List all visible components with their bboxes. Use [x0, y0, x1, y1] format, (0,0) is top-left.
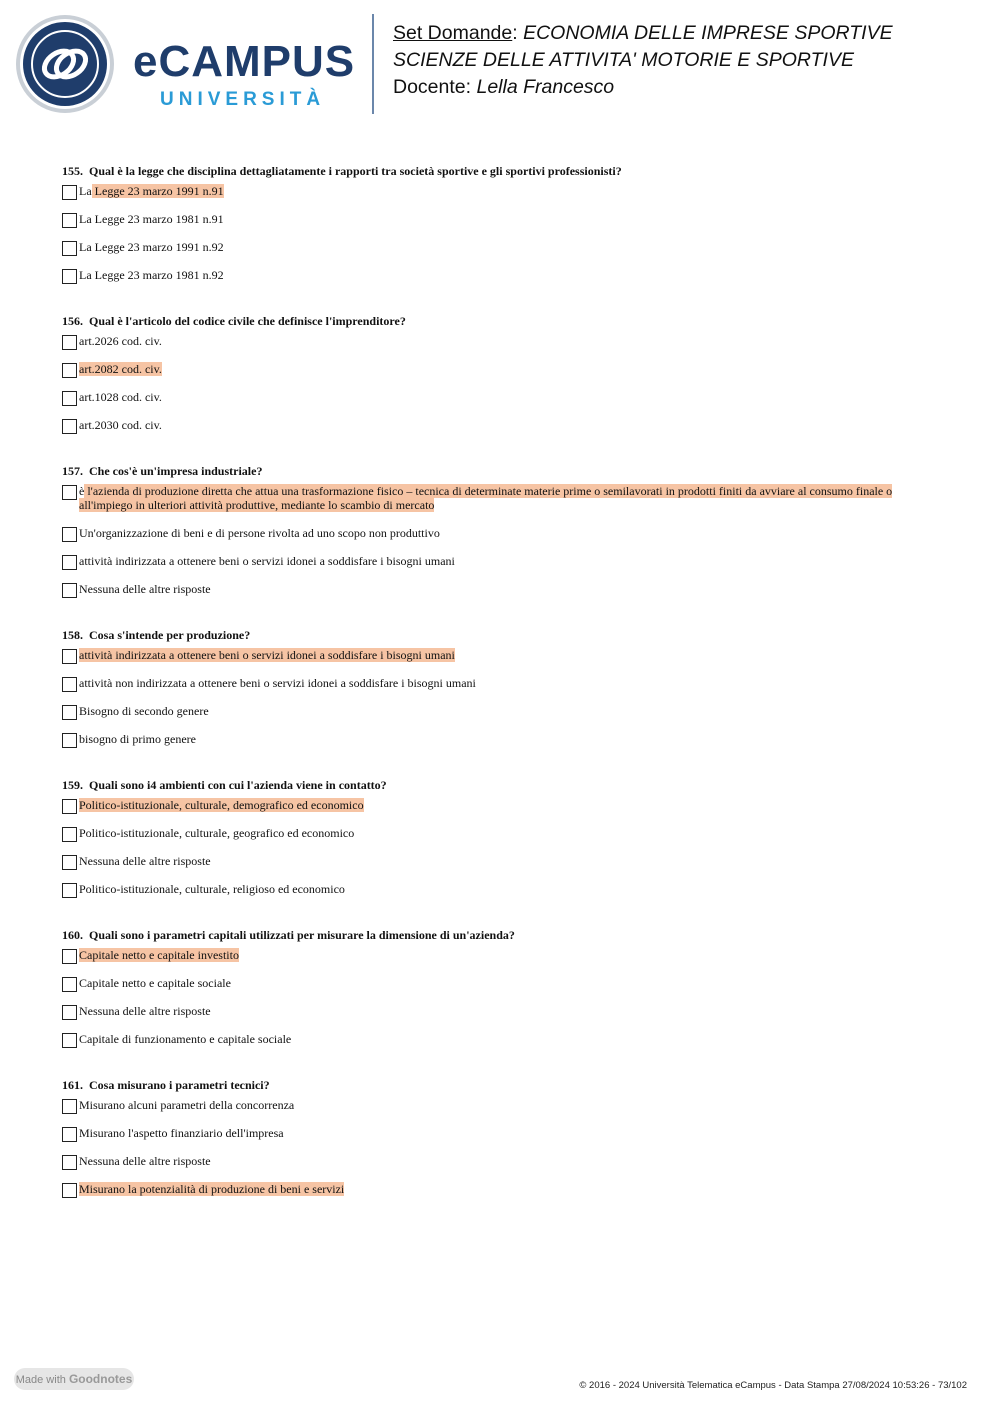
- question-spacer: [62, 1060, 942, 1074]
- question-spacer: [62, 296, 942, 310]
- answer-label: attività non indirizzata a ottenere beni o servizi idonei a soddisfare i bisogni umani: [79, 676, 476, 690]
- answer-checkbox[interactable]: [62, 241, 77, 256]
- answer-label: attività indirizzata a ottenere beni o servizi idonei a soddisfare i bisogni umani: [79, 554, 455, 568]
- logo-wordmark: eCAMPUS: [133, 37, 356, 86]
- answer-text: [79, 1154, 211, 1168]
- question-block: [62, 774, 942, 924]
- answer-text: [79, 240, 224, 254]
- highlighted-answer: attività indirizzata a ottenere beni o servizi idonei a soddisfare i bisogni umani: [79, 648, 455, 662]
- answer-checkbox[interactable]: [62, 391, 77, 406]
- question-number: 156.: [62, 314, 83, 328]
- answer-option[interactable]: [62, 212, 942, 240]
- question-text: Cosa s'intende per produzione?: [89, 628, 251, 642]
- question-block: [62, 624, 942, 774]
- question-list: [62, 160, 942, 1224]
- highlighted-answer: art.2082 cod. civ.: [79, 362, 162, 376]
- answer-checkbox[interactable]: [62, 363, 77, 378]
- answer-label: bisogno di primo genere: [79, 732, 196, 746]
- question-number: 158.: [62, 628, 83, 642]
- header-divider: [372, 14, 374, 114]
- answer-label: Capitale di funzionamento e capitale sociale: [79, 1032, 292, 1046]
- answer-text: [79, 1004, 211, 1018]
- question-number: 160.: [62, 928, 83, 942]
- answer-option[interactable]: [62, 976, 942, 1004]
- question-title: [62, 624, 942, 648]
- answer-option[interactable]: [62, 1154, 942, 1182]
- answer-text: [79, 484, 942, 512]
- answer-option[interactable]: [62, 948, 942, 976]
- answer-text: [79, 362, 162, 376]
- answer-text: [79, 948, 239, 962]
- question-block: [62, 924, 942, 1074]
- answer-option[interactable]: [62, 268, 942, 296]
- badge-made-with: Made with: [15, 1374, 66, 1386]
- question-spacer: [62, 610, 942, 624]
- answer-option[interactable]: [62, 798, 942, 826]
- answer-checkbox[interactable]: [62, 949, 77, 964]
- answer-label: La Legge 23 marzo 1991 n.92: [79, 240, 224, 254]
- answer-text: [79, 798, 364, 812]
- question-title: [62, 924, 942, 948]
- question-text: Cosa misurano i parametri tecnici?: [89, 1078, 270, 1092]
- answer-label: Un'organizzazione di beni e di persone rivolta ad uno scopo non produttivo: [79, 526, 440, 540]
- answer-checkbox[interactable]: [62, 649, 77, 664]
- answer-checkbox[interactable]: [62, 335, 77, 350]
- question-title: [62, 774, 942, 798]
- question-number: 157.: [62, 464, 83, 478]
- highlighted-answer: Legge 23 marzo 1991 n.91: [91, 184, 224, 198]
- question-number: 159.: [62, 778, 83, 792]
- question-block: [62, 460, 942, 624]
- answer-label: Capitale netto e capitale sociale: [79, 976, 231, 990]
- question-spacer: [62, 1210, 942, 1224]
- answer-label: Bisogno di secondo genere: [79, 704, 209, 718]
- answer-checkbox[interactable]: [62, 213, 77, 228]
- answer-option[interactable]: [62, 484, 942, 526]
- answer-text: [79, 212, 224, 226]
- answer-label: art.2026 cod. civ.: [79, 334, 162, 348]
- answer-checkbox[interactable]: [62, 827, 77, 842]
- answer-checkbox[interactable]: [62, 677, 77, 692]
- answer-option[interactable]: [62, 240, 942, 268]
- answer-prefix: La: [79, 184, 92, 198]
- answer-label: Misurano alcuni parametri della concorrenza: [79, 1098, 295, 1112]
- answer-text: [79, 1098, 294, 1112]
- answer-checkbox[interactable]: [62, 733, 77, 748]
- question-spacer: [62, 446, 942, 460]
- question-text: Che cos'è un'impresa industriale?: [89, 464, 263, 478]
- answer-text: [79, 268, 224, 282]
- set-colon: :: [512, 22, 518, 44]
- answer-label: Nessuna delle altre risposte: [79, 1154, 211, 1168]
- answer-text: [79, 1126, 284, 1140]
- question-title: [62, 1074, 942, 1098]
- answer-text: [79, 704, 209, 718]
- answer-option[interactable]: [62, 582, 942, 610]
- answer-text: [79, 582, 211, 596]
- answer-checkbox[interactable]: [62, 419, 77, 434]
- question-text: Quali sono i parametri capitali utilizzati per misurare la dimensione di un'azienda?: [89, 928, 515, 942]
- answer-checkbox[interactable]: [62, 269, 77, 284]
- answer-text: [79, 1032, 291, 1046]
- answer-checkbox[interactable]: [62, 1155, 77, 1170]
- ecampus-seal-logo: [15, 14, 115, 114]
- header-info: [393, 20, 893, 101]
- course-title-line2: SCIENZE DELLE ATTIVITA' MOTORIE E SPORTIVE: [393, 49, 854, 71]
- answer-checkbox[interactable]: [62, 1183, 77, 1198]
- answer-option[interactable]: [62, 554, 942, 582]
- page-header: [0, 0, 1000, 130]
- answer-text: [79, 882, 345, 896]
- answer-text: [79, 554, 455, 568]
- answer-checkbox[interactable]: [62, 855, 77, 870]
- answer-checkbox[interactable]: [62, 555, 77, 570]
- answer-checkbox[interactable]: [62, 527, 77, 542]
- answer-label: La Legge 23 marzo 1981 n.92: [79, 268, 224, 282]
- footer-copyright: © 2016 - 2024 Università Telematica eCampus - Data Stampa 27/08/2024 10:53:26 - 73/102: [579, 1380, 967, 1391]
- answer-checkbox[interactable]: [62, 485, 77, 500]
- question-text: Qual è l'articolo del codice civile che definisce l'imprenditore?: [89, 314, 406, 328]
- answer-text: [79, 418, 162, 432]
- answer-text: [79, 526, 440, 540]
- answer-checkbox[interactable]: [62, 977, 77, 992]
- question-spacer: [62, 760, 942, 774]
- question-number: 161.: [62, 1078, 83, 1092]
- answer-option[interactable]: [62, 1032, 942, 1060]
- answer-label: Politico-istituzionale, culturale, geografico ed economico: [79, 826, 355, 840]
- badge-brand: Goodnotes: [68, 1372, 133, 1386]
- answer-option[interactable]: [62, 1098, 942, 1126]
- question-block: [62, 310, 942, 460]
- answer-text: [79, 334, 162, 348]
- answer-text: [79, 184, 224, 198]
- answer-text: [79, 676, 476, 690]
- answer-option[interactable]: [62, 1126, 942, 1154]
- answer-option[interactable]: [62, 418, 942, 446]
- highlighted-answer: l'azienda di produzione diretta che attua una trasformazione fisico – tecnica di determinate materie prime o semilavorati in prodotti finiti da avviare al consumo finale o all'impiego in ulteriori attività produttive, mediante lo scambio di mercato: [79, 484, 893, 512]
- answer-option[interactable]: [62, 362, 942, 390]
- answer-text: [79, 854, 211, 868]
- answer-checkbox[interactable]: [62, 1005, 77, 1020]
- answer-option[interactable]: [62, 526, 942, 554]
- highlighted-answer: Misurano la potenzialità di produzione di beni e servizi: [79, 1182, 345, 1196]
- set-label: Set Domande: [393, 22, 513, 44]
- answer-option[interactable]: [62, 704, 942, 732]
- answer-label: Nessuna delle altre risposte: [79, 854, 211, 868]
- answer-checkbox[interactable]: [62, 1099, 77, 1114]
- answer-checkbox[interactable]: [62, 1127, 77, 1142]
- answer-checkbox[interactable]: [62, 883, 77, 898]
- answer-option[interactable]: [62, 854, 942, 882]
- highlighted-answer: Politico-istituzionale, culturale, demografico ed economico: [79, 798, 364, 812]
- answer-option[interactable]: [62, 1182, 942, 1210]
- answer-text: [79, 390, 162, 404]
- answer-option[interactable]: [62, 390, 942, 418]
- answer-option[interactable]: [62, 334, 942, 362]
- question-number: 155.: [62, 164, 83, 178]
- answer-option[interactable]: [62, 1004, 942, 1032]
- answer-text: [79, 1182, 344, 1196]
- answer-checkbox[interactable]: [62, 705, 77, 720]
- answer-text: [79, 732, 196, 746]
- answer-text: [79, 826, 354, 840]
- answer-checkbox[interactable]: [62, 799, 77, 814]
- logo-subtitle: UNIVERSITÀ: [160, 89, 326, 110]
- answer-checkbox[interactable]: [62, 1033, 77, 1048]
- answer-label: Nessuna delle altre risposte: [79, 582, 211, 596]
- answer-checkbox[interactable]: [62, 185, 77, 200]
- answer-label: art.1028 cod. civ.: [79, 390, 162, 404]
- question-title: [62, 310, 942, 334]
- set-line: [393, 20, 893, 47]
- question-spacer: [62, 910, 942, 924]
- answer-option[interactable]: [62, 676, 942, 704]
- answer-text: [79, 976, 231, 990]
- answer-option[interactable]: [62, 648, 942, 676]
- answer-text: [79, 648, 455, 662]
- question-block: [62, 160, 942, 310]
- course-title-line1: ECONOMIA DELLE IMPRESE SPORTIVE: [523, 22, 893, 44]
- question-text: Quali sono i4 ambienti con cui l'azienda viene in contatto?: [89, 778, 387, 792]
- answer-label: art.2030 cod. civ.: [79, 418, 162, 432]
- question-block: [62, 1074, 942, 1224]
- question-title: [62, 160, 942, 184]
- answer-option[interactable]: [62, 826, 942, 854]
- highlighted-answer: Capitale netto e capitale investito: [79, 948, 239, 962]
- answer-checkbox[interactable]: [62, 583, 77, 598]
- answer-label: La Legge 23 marzo 1981 n.91: [79, 212, 224, 226]
- teacher-label: Docente:: [393, 76, 472, 98]
- answer-label: Politico-istituzionale, culturale, religioso ed economico: [79, 882, 345, 896]
- answer-label: Misurano l'aspetto finanziario dell'impresa: [79, 1126, 284, 1140]
- question-text: Qual è la legge che disciplina dettagliatamente i rapporti tra società sportive e gli sportivi professionisti?: [89, 164, 622, 178]
- answer-prefix: è: [79, 484, 85, 498]
- answer-option[interactable]: [62, 882, 942, 910]
- answer-option[interactable]: [62, 184, 942, 212]
- teacher-name: Lella Francesco: [476, 76, 615, 98]
- answer-option[interactable]: [62, 732, 942, 760]
- answer-label: Nessuna delle altre risposte: [79, 1004, 211, 1018]
- goodnotes-badge: [14, 1368, 134, 1390]
- question-title: [62, 460, 942, 484]
